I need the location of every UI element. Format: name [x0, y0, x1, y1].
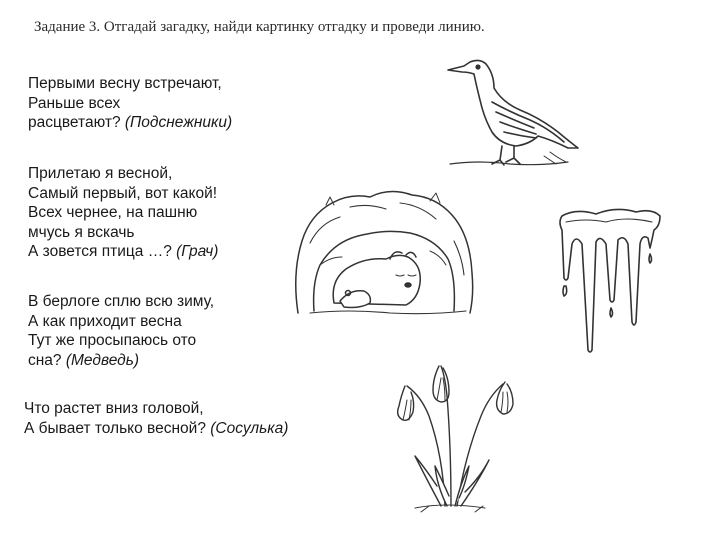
- riddle-answer: (Медведь): [65, 351, 140, 369]
- riddle-answer: (Сосулька): [210, 419, 289, 437]
- riddle-line: расцветают?: [28, 114, 125, 131]
- riddle-line: сна?: [28, 351, 66, 369]
- icicles-picture[interactable]: [556, 204, 666, 354]
- icicles-icon: [556, 204, 666, 354]
- riddle-answer: (Грач): [176, 243, 219, 260]
- riddle-line: В берлоге сплю всю зиму,: [28, 293, 215, 310]
- riddle-line: Прилетаю я весной,: [28, 165, 173, 182]
- riddle-line: Тут же просыпаюсь ото: [28, 332, 197, 349]
- riddle-icicle: [24, 399, 288, 438]
- crow-picture[interactable]: [440, 52, 590, 176]
- riddle-line: Самый первый, вот какой!: [28, 184, 218, 202]
- snowdrops-picture[interactable]: [385, 356, 520, 516]
- riddle-line: Раньше всех: [28, 94, 121, 112]
- bear-den-icon: [290, 183, 480, 318]
- riddle-bear: [28, 292, 214, 370]
- riddle-line: Что растет вниз головой,: [24, 400, 204, 417]
- snowdrops-icon: [385, 356, 520, 516]
- riddle-line: Первыми весну встречают,: [28, 75, 222, 92]
- riddle-line: А зовется птица …?: [28, 243, 177, 260]
- riddle-rook: [28, 164, 218, 262]
- task-title: Задание 3. Отгадай загадку, найди картинку отгадку и проведи линию.: [34, 19, 485, 35]
- riddle-line: А как приходит весна: [28, 312, 182, 330]
- bear-den-picture[interactable]: [290, 183, 480, 318]
- riddle-line: Всех чернее, на пашню: [28, 204, 198, 221]
- crow-icon: [440, 52, 590, 176]
- riddle-line: А бывает только весной?: [24, 419, 211, 437]
- riddle-line: мчусь я вскачь: [28, 223, 135, 241]
- riddle-snowdrops: [28, 74, 232, 133]
- riddle-answer: (Подснежники): [124, 114, 233, 131]
